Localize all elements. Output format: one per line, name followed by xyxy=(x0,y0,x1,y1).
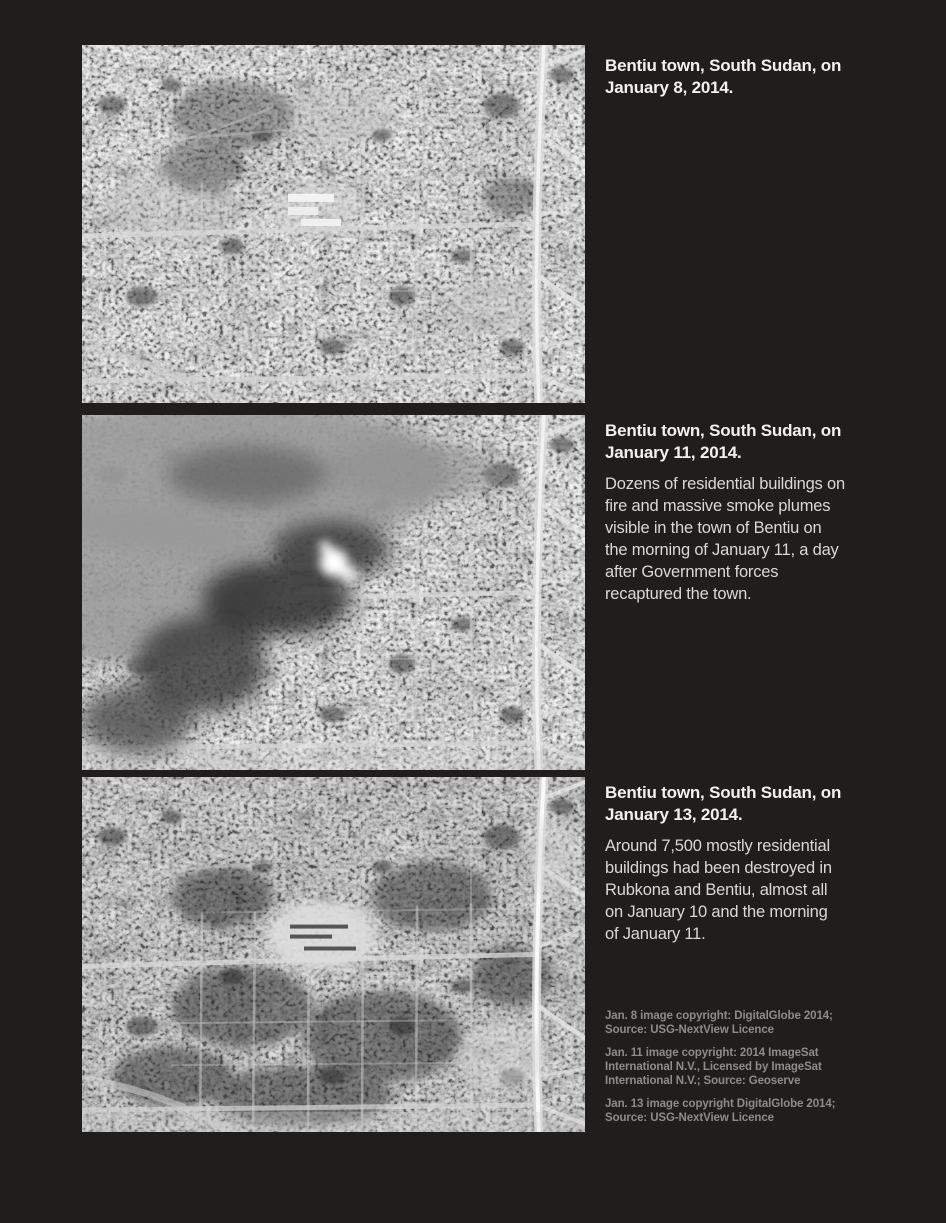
credit-line-jan-8: Jan. 8 image copyright: DigitalGlobe 2014; Source: USG-NextView Licence xyxy=(605,1010,833,1036)
satellite-photo-jan-8-rendering xyxy=(82,45,585,403)
caption-heading-jan-13: Bentiu town, South Sudan, on January 13, 2014. xyxy=(605,783,842,824)
caption-heading-jan-8: Bentiu town, South Sudan, on January 8, 2014. xyxy=(605,56,842,97)
caption-jan-11 xyxy=(605,420,845,605)
cleared-center xyxy=(267,900,377,970)
satellite-photo-jan-13-rendering xyxy=(82,777,585,1132)
satellite-photo-jan-11-rendering xyxy=(82,415,585,770)
caption-jan-8 xyxy=(605,55,845,108)
caption-heading-jan-11: Bentiu town, South Sudan, on January 11, 2014. xyxy=(605,421,842,462)
bright-bottom-strip xyxy=(82,1112,585,1132)
credit-line-jan-11: Jan. 11 image copyright: 2014 ImageSat International N.V., Licensed by ImageSat International N.V.; Source: Geoserve xyxy=(605,1047,822,1087)
caption-body-jan-13: Around 7,500 mostly residential buildings had been destroyed in Rubkona and Bentiu, almost all on January 10 and the morning of January 11. xyxy=(605,837,832,943)
credit-line-jan-13: Jan. 13 image copyright DigitalGlobe 2014; Source: USG-NextView Licence xyxy=(605,1098,836,1124)
caption-body-jan-11: Dozens of residential buildings on fire and massive smoke plumes visible in the town of Bentiu on the morning of January 11, a day after Government forces recaptured the town. xyxy=(605,475,845,603)
bright-bottom-strip xyxy=(82,750,585,770)
satellite-image-jan-11 xyxy=(82,415,585,770)
image-credits xyxy=(605,1009,849,1134)
caption-jan-13 xyxy=(605,782,845,945)
satellite-image-jan-13 xyxy=(82,777,585,1132)
satellite-image-jan-8 xyxy=(82,45,585,403)
